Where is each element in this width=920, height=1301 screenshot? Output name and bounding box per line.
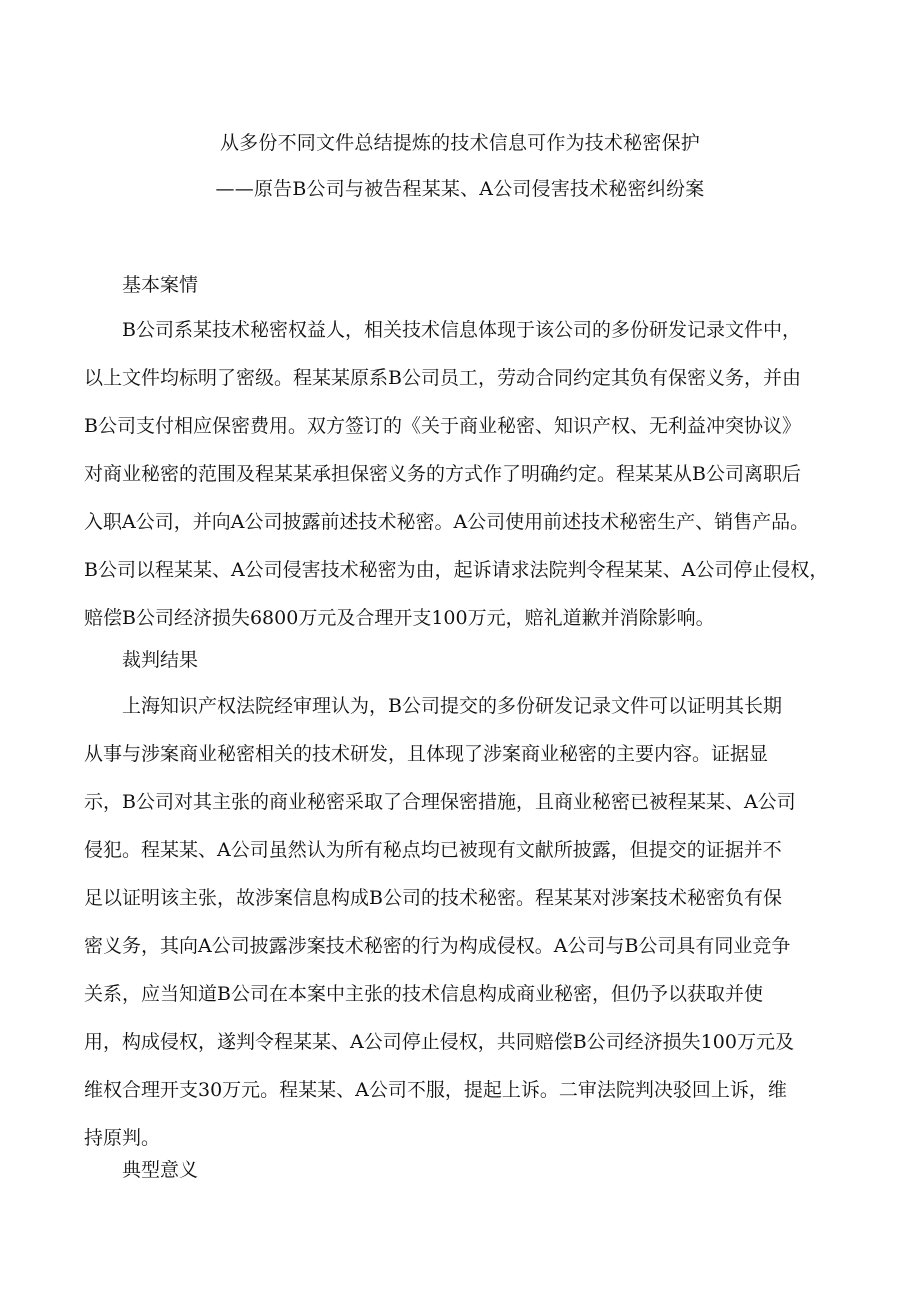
text-line: 足以证明该主张，故涉案信息构成B公司的技术秘密。程某某对涉案技术秘密负有保 — [84, 887, 782, 909]
document-subtitle: ——原告B公司与被告程某某、A公司侵害技术秘密纠纷案 — [215, 178, 705, 200]
section-heading-judgment: 裁判结果 — [122, 649, 199, 671]
document-title: 从多份不同文件总结提炼的技术信息可作为技术秘密保护 — [219, 132, 700, 154]
text-line: B公司支付相应保密费用。双方签订的《关于商业秘密、知识产权、无利益冲突协议》 — [84, 415, 801, 437]
text-line: 从事与涉案商业秘密相关的技术研发，且体现了涉案商业秘密的主要内容。证据显 — [84, 743, 769, 765]
text-line: 维权合理开支30万元。程某某、A公司不服，提起上诉。二审法院判决驳回上诉，维 — [84, 1079, 787, 1101]
paragraph-basic-facts — [84, 306, 834, 642]
text-line: 上海知识产权法院经审理认为，B公司提交的多份研发记录文件可以证明其长期 — [122, 695, 782, 717]
text-line: 示，B公司对其主张的商业秘密采取了合理保密措施，且商业秘密已被程某某、A公司 — [84, 791, 796, 813]
paragraph-judgment — [84, 682, 834, 1162]
text-line: B公司系某技术秘密权益人，相关技术信息体现于该公司的多份研发记录文件中， — [122, 319, 801, 341]
text-line: 关系，应当知道B公司在本案中主张的技术信息构成商业秘密，但仍予以获取并使 — [84, 983, 763, 1005]
text-line: 侵犯。程某某、A公司虽然认为所有秘点均已被现有文献所披露，但提交的证据并不 — [84, 839, 782, 861]
text-line: 对商业秘密的范围及程某某承担保密义务的方式作了明确约定。程某某从B公司离职后 — [84, 463, 801, 485]
text-line: 赔偿B公司经济损失6800万元及合理开支100万元，赔礼道歉并消除影响。 — [84, 607, 715, 629]
text-line: 用，构成侵权，遂判令程某某、A公司停止侵权，共同赔偿B公司经济损失100万元及 — [84, 1031, 794, 1053]
text-line: 持原判。 — [84, 1127, 161, 1149]
text-line: 入职A公司，并向A公司披露前述技术秘密。A公司使用前述技术秘密生产、销售产品。 — [84, 511, 810, 533]
section-heading-basic-facts: 基本案情 — [122, 274, 199, 296]
text-line: B公司以程某某、A公司侵害技术秘密为由，起诉请求法院判令程某某、A公司停止侵权， — [84, 559, 829, 581]
text-line: 以上文件均标明了密级。程某某原系B公司员工，劳动合同约定其负有保密义务，并由 — [84, 367, 801, 389]
section-heading-significance: 典型意义 — [122, 1159, 199, 1181]
text-line: 密义务，其向A公司披露涉案技术秘密的行为构成侵权。A公司与B公司具有同业竞争 — [84, 935, 791, 957]
